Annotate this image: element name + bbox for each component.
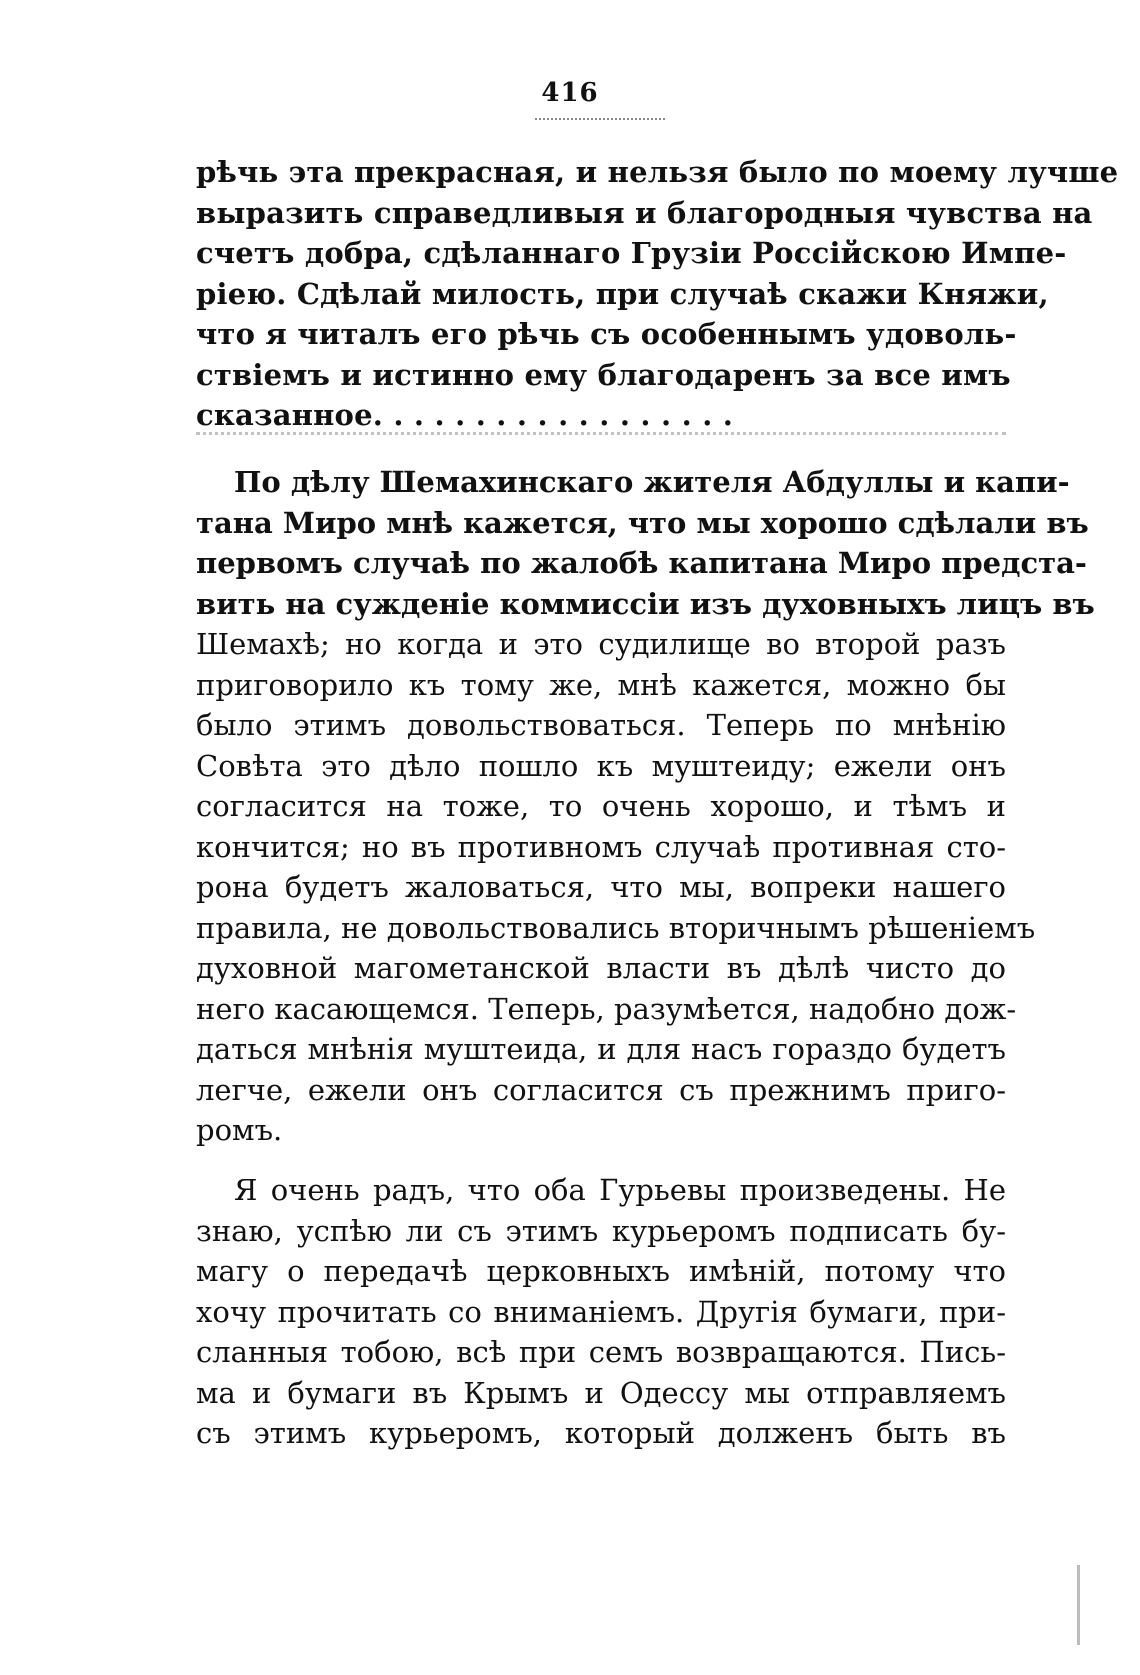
text-line: хочу прочитать со вниманіемъ. Другія бумаги, при- bbox=[196, 1294, 1006, 1329]
text-line: тана Миро мнѣ кажется, что мы хорошо сдѣлали въ bbox=[196, 505, 1089, 540]
text-line: было этимъ довольствоваться. Теперь по мнѣнію bbox=[196, 708, 1006, 742]
text-line: правила, не довольствовались вторичнымъ рѣшеніемъ bbox=[196, 910, 1036, 945]
text-line: вить на сужденіе коммиссіи изъ духовныхъ лицъ въ bbox=[196, 586, 1095, 621]
text-line: Я очень радъ, что оба Гурьевы произведены. Не bbox=[234, 1173, 1006, 1207]
text-line: знаю, успѣю ли съ этимъ курьеромъ подписать бу- bbox=[196, 1213, 1006, 1248]
text-line: кончится; но въ противномъ случаѣ противная сто- bbox=[196, 829, 1006, 864]
text-line: счетъ добра, сдѣланнаго Грузіи Россійскою Импе- bbox=[196, 236, 1067, 270]
page-number-divider bbox=[535, 118, 665, 120]
text-line: съ этимъ курьеромъ, который долженъ быть въ bbox=[196, 1416, 1006, 1450]
text-line: По дѣлу Шемахинскаго жителя Абдуллы и капи- bbox=[234, 465, 1070, 499]
text-line: легче, ежели онъ согласится съ прежнимъ приго- bbox=[196, 1072, 1006, 1107]
text-line: Шемахѣ; но когда и это судилище во второй разъ bbox=[196, 627, 1006, 661]
text-line: даться мнѣнія муштеида, и для насъ гораздо будетъ bbox=[196, 1032, 1006, 1066]
text-line: сказанное. . . . . . . . . . . . . . . . . . bbox=[196, 398, 734, 432]
dotted-separator bbox=[196, 432, 1006, 443]
text-line: рѣчь эта прекрасная, и нельзя было по моему лучше bbox=[196, 155, 1119, 189]
text-line: ма и бумаги въ Крымъ и Одессу мы отправляемъ bbox=[196, 1375, 1006, 1410]
text-line: первомъ случаѣ по жалобѣ капитана Миро предста- bbox=[196, 546, 1087, 580]
scan-edge-mark bbox=[1077, 1565, 1080, 1645]
text-line: сланныя тобою, всѣ при семъ возвращаются. Пись- bbox=[196, 1335, 1006, 1369]
text-line: магу о передачѣ церковныхъ имѣній, потому что bbox=[196, 1254, 1006, 1288]
text-line: приговорило къ тому же, мнѣ кажется, можно бы bbox=[196, 667, 1006, 702]
paragraph-3 bbox=[196, 1170, 1006, 1454]
text-line: ствіемъ и истинно ему благодаренъ за все имъ bbox=[196, 357, 1011, 392]
page-number: 416 bbox=[541, 78, 599, 108]
text-line: что я читалъ его рѣчь съ особеннымъ удоволь- bbox=[196, 317, 1017, 351]
text-line: него касающемся. Теперь, разумѣется, надобно дож- bbox=[196, 991, 1017, 1026]
text-line: духовной магометанской власти въ дѣлѣ чисто до bbox=[196, 951, 1006, 985]
text-line: выразить справедливыя и благородныя чувства на bbox=[196, 195, 1093, 230]
paragraph-2 bbox=[196, 462, 1095, 1151]
paragraph-1 bbox=[196, 152, 1119, 436]
text-line: ріею. Сдѣлай милость, при случаѣ скажи Княжи, bbox=[196, 276, 1049, 311]
text-line: ромъ. bbox=[196, 1113, 283, 1147]
text-line: рона будетъ жаловаться, что мы, вопреки нашего bbox=[196, 870, 1006, 904]
text-line: согласится на тоже, то очень хорошо, и тѣмъ и bbox=[196, 789, 1006, 823]
text-line: Совѣта это дѣло пошло къ муштеиду; ежели онъ bbox=[196, 748, 1006, 783]
